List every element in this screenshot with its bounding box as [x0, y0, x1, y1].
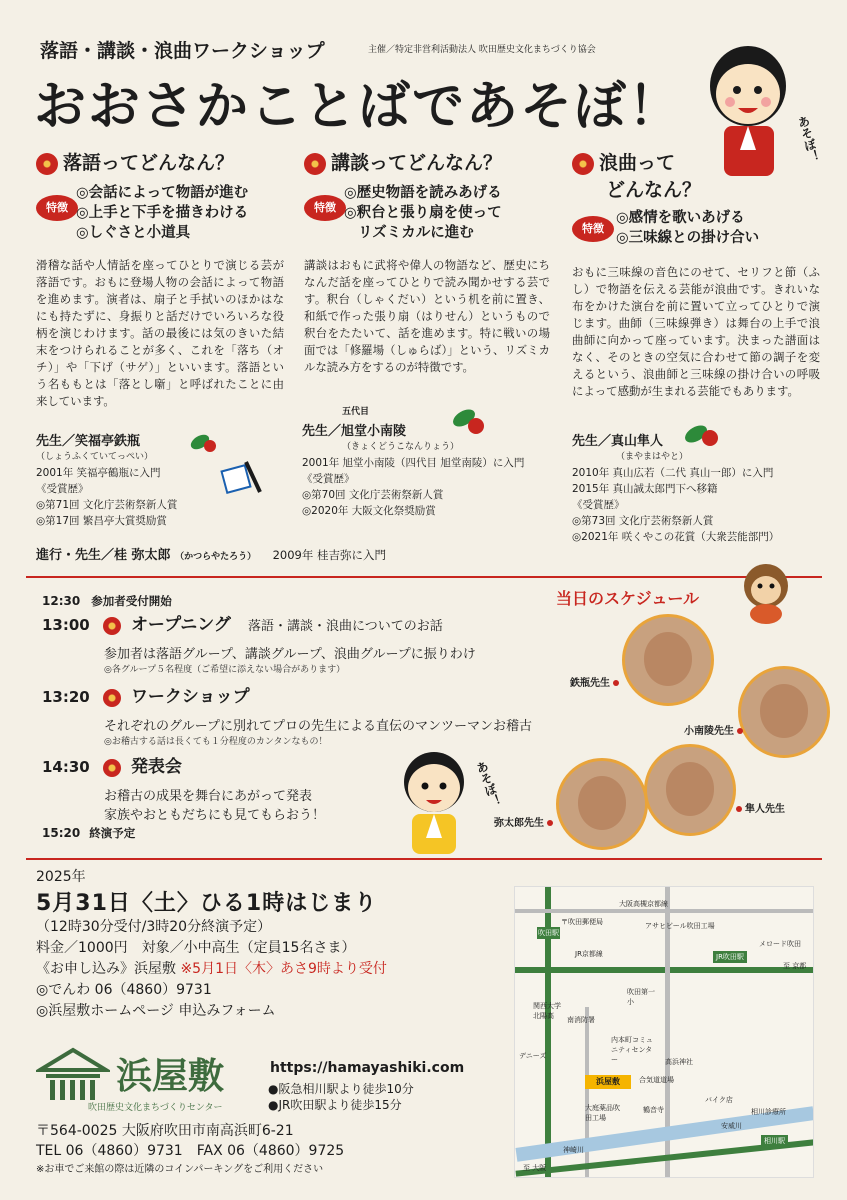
venue-tel: TEL 06（4860）9731 FAX 06（4860）9725	[36, 1143, 345, 1159]
schedule-item-1300: 13:00 オープニング 落語・講談・浪曲についてのお話 参加者は落語グループ、講談グループ、浪曲グループに振りわけ ◎各グループ５名程度（ご希望に添えない場合があります）	[42, 615, 476, 675]
event-fee: 料金／1000円 対象／小中高生（定員15名さま）	[36, 940, 356, 956]
flower-icon	[103, 759, 121, 777]
monkey-mascot	[736, 560, 796, 628]
career-line: 《受賞歴》	[36, 483, 89, 495]
label-yataro: 弥太郎先生	[494, 814, 553, 829]
map-label: 鶴音寺	[643, 1106, 664, 1114]
teacher-name: 先生／旭堂小南陵	[302, 424, 407, 439]
label-konanryo: 小南陵先生	[684, 722, 743, 737]
career-line: ◎2021年 咲くやこの花賞（大衆芸能部門）	[572, 531, 780, 543]
leaf-icon	[682, 420, 722, 454]
rokyoku-heading-2: どんなん？	[606, 179, 702, 201]
career-line: ◎2020年 大阪文化祭奨励賞	[302, 505, 436, 517]
access-map	[514, 886, 814, 1178]
photo-teppei	[622, 614, 714, 706]
rakugo-section	[36, 148, 284, 410]
label-teppei: 鉄瓶先生	[570, 674, 619, 689]
career-line: 2001年 旭堂小南陵（四代目 旭堂南陵）に入門	[302, 457, 525, 469]
facilitator	[36, 544, 386, 563]
flower-icon	[304, 153, 326, 175]
map-label: 関西大学北陽高	[533, 1002, 561, 1020]
map-label: 相川診療所	[751, 1108, 786, 1116]
map-label: 〒吹田郵便局	[561, 918, 603, 926]
event-apply: 《お申し込み》浜屋敷 ※5月1日〈木〉あさ9時より受付	[36, 961, 387, 977]
map-label: 相川駅	[761, 1135, 788, 1147]
rakugo-feature-1: ◎会話によって物語が進む	[76, 185, 249, 201]
schedule-title: 当日のスケジュール	[556, 589, 700, 608]
schedule-item-1520: 15:20 終演予定	[42, 826, 136, 840]
map-label: 吹田第一小	[627, 988, 655, 1006]
facilitator-name: 進行・先生／桂 弥太郎	[36, 548, 171, 563]
kodan-body: 講談はおもに武将や偉人の物語など、歴史にちなんだ話を座ってひとりで読み聞かせする芸です。釈台（しゃくだい）という机を前に置き、和紙で作った張り扇（はりせん）というもので釈台をたたいて、話を進めます。特に戦いの場面では「修羅場（しゅらば）」という、リズミカルな読み方をするのが特徴です。	[304, 258, 550, 374]
venue-parking: ※お車でご来館の際は近隣のコインパーキングをご利用ください	[36, 1164, 324, 1175]
kodan-heading: 講談ってどんなん？	[304, 148, 550, 175]
kodan-feature-1: ◎歴史物語を読みあげる	[344, 185, 502, 201]
event-date: 5月31日〈土〉ひる1時はじまり	[36, 891, 378, 916]
rokyoku-body: おもに三味線の音色にのせて、セリフと節（ふし）で物語を伝える芸能が浪曲です。きれいな布をかけた演台を前に置いて立ってひとりで演じます。曲師（三味線弾き）は舞台の上手で浪曲師に向かって座っています。決まった譜面はなく、そのときの空気に合わせて節の調子を変えるという、浪曲師と三味線の掛け合いの呼吸によって感動が生まれる芸能でもあります。	[572, 265, 820, 398]
map-label: メロード吹田	[759, 940, 801, 948]
schedule-item-1430: 14:30 発表会 お稽古の成果を舞台にあがって発表 家族やおともだちにも見てもらおう！	[42, 757, 326, 823]
flower-icon	[36, 153, 58, 175]
page-title: おおさかことばであそぼ！	[34, 77, 683, 137]
event-info	[36, 866, 506, 1022]
facilitator-reading: （かつらやたろう）	[175, 552, 257, 562]
teacher-name: 先生／真山隼人	[572, 434, 664, 449]
rokyoku-feature-1: ◎感情を歌いあげる	[616, 210, 745, 226]
map-label: 大庭薬品吹田工場	[585, 1104, 620, 1122]
photo-konanryo	[738, 666, 830, 758]
map-label: JR京都線	[575, 950, 603, 958]
venue-url[interactable]: https://hamayashiki.com	[270, 1060, 465, 1076]
map-label: 南消防署	[567, 1016, 595, 1024]
leaf-icon	[188, 428, 218, 458]
map-label: 高浜神社	[665, 1058, 693, 1066]
venue-access-1: ●阪急相川駅より徒歩10分	[268, 1082, 414, 1096]
map-label: バイク店	[705, 1096, 733, 1104]
teacher-reading: （しょうふくていてっぺい）	[36, 452, 154, 462]
career-line: 《受賞歴》	[302, 473, 355, 485]
venue-logo-icon	[36, 1046, 110, 1108]
map-label: アサヒビール吹田工場	[645, 922, 715, 930]
feature-badge: 特徴	[572, 216, 614, 242]
mascot-speech: あそぼ！	[795, 114, 821, 165]
rakugo-heading: 落語ってどんなん？	[36, 148, 284, 175]
kodan-feature-2: ◎釈台と張り扇を使って	[344, 205, 502, 221]
rokyoku-section	[572, 148, 820, 400]
divider	[26, 858, 822, 860]
venue-access-2: ●JR吹田駅より徒歩15分	[268, 1098, 402, 1112]
career-line: 2001年 笑福亭鶴瓶に入門	[36, 467, 161, 479]
rokyoku-feature-2: ◎三味線との掛け合い	[616, 230, 760, 246]
teacher-reading: （まやまはやと）	[616, 452, 689, 462]
feature-badge: 特徴	[304, 195, 346, 221]
event-year: 2025年	[36, 869, 86, 885]
teacher-name: 先生／笑福亭鉄瓶	[36, 434, 141, 449]
rakugo-body: 滑稽な話や人情話を座ってひとりで演じる芸が落語です。おもに登場人物の会話によって物語を進めます。演者は、扇子と手拭いのほかはなにも持たずに、身振りと話だけでいろいろな役柄を演じわけます。話の最後には気のきいた結末をつけられることが多く、これを「落ち（オチ）」や「下げ（サゲ）」といいます。落語という名ももとは「落とし噺」と呼ばれたことに由来しています。	[36, 258, 284, 408]
venue-address: 〒564-0025 大阪府吹田市南高浜町6-21	[36, 1123, 294, 1139]
mascot-schedule	[394, 748, 484, 862]
kodan-feature-3: リズミカルに進む	[358, 225, 474, 241]
map-label: 大阪高槻京都線	[619, 900, 668, 908]
feature-badge: 特徴	[36, 195, 78, 221]
event-times: （12時30分受付/3時20分終演予定）	[36, 919, 272, 935]
career-line: 《受賞歴》	[572, 499, 625, 511]
rakugo-feature-2: ◎上手と下手を描きわける	[76, 205, 249, 221]
career-line: ◎第71回 文化庁芸術祭新人賞	[36, 499, 178, 511]
photo-yataro	[556, 758, 648, 850]
map-venue-marker: 浜屋敷	[585, 1075, 631, 1089]
schedule-item-1320: 13:20 ワークショップ それぞれのグループに別れてプロの先生による直伝のマンツーマンお稽古 ◎お稽古する話は長くても１分程度のカンタンなもの！	[42, 687, 532, 747]
schedule-item-1230: 12:30 参加者受付開始	[42, 594, 172, 608]
event-web: ◎浜屋敷ホームページ 申込みフォーム	[36, 1003, 276, 1019]
career-line: ◎第73回 文化庁芸術祭新人賞	[572, 515, 714, 527]
career-line: 2010年 真山広若（二代 真山一郎）に入門	[572, 467, 774, 479]
kodan-section	[304, 148, 550, 376]
event-phone: ◎でんわ 06（4860）9731	[36, 982, 212, 998]
kodan-teacher	[302, 404, 552, 519]
photo-hayato	[644, 744, 736, 836]
map-label: 神崎川	[563, 1146, 584, 1154]
label-hayato: 隼人先生	[736, 800, 785, 815]
flower-icon	[103, 617, 121, 635]
subtitle: 落語・講談・浪曲ワークショップ	[40, 40, 325, 62]
rokyoku-heading: 浪曲って	[572, 148, 820, 175]
map-label: JR吹田駅	[713, 951, 747, 963]
map-label: 至 大阪	[523, 1164, 547, 1172]
map-label: 吹田駅	[538, 929, 559, 937]
flower-icon	[572, 153, 594, 175]
organizer: 主催／特定非営利活動法人 吹田歴史文化まちづくり協会	[368, 45, 596, 55]
flower-icon	[103, 689, 121, 707]
map-label: 合気道道場	[639, 1076, 674, 1084]
venue-sub: 吹田歴史文化まちづくりセンター	[88, 1103, 223, 1113]
career-line: 2015年 真山誠太郎門下へ移籍	[572, 483, 718, 495]
map-label: 内本町コミュニティセンター	[611, 1036, 653, 1064]
schedule-speech: あそぼ！	[473, 759, 503, 810]
map-label: デニーズ	[519, 1052, 547, 1060]
teacher-prefix: 五代目	[342, 407, 370, 417]
teacher-reading: （きょくどうこなんりょう）	[342, 442, 460, 452]
leaf-icon	[448, 402, 488, 446]
venue-name: 浜屋敷	[116, 1056, 225, 1097]
map-label: 至 京都	[783, 962, 807, 970]
divider	[26, 576, 822, 578]
rakugo-feature-3: ◎しぐさと小道具	[76, 225, 191, 241]
fan-icon	[220, 458, 264, 498]
facilitator-career: 2009年 桂吉弥に入門	[272, 548, 387, 562]
map-label: 安威川	[721, 1122, 742, 1130]
career-line: ◎第17回 繁昌亭大賞奨励賞	[36, 515, 167, 527]
career-line: ◎第70回 文化庁芸術祭新人賞	[302, 489, 444, 501]
